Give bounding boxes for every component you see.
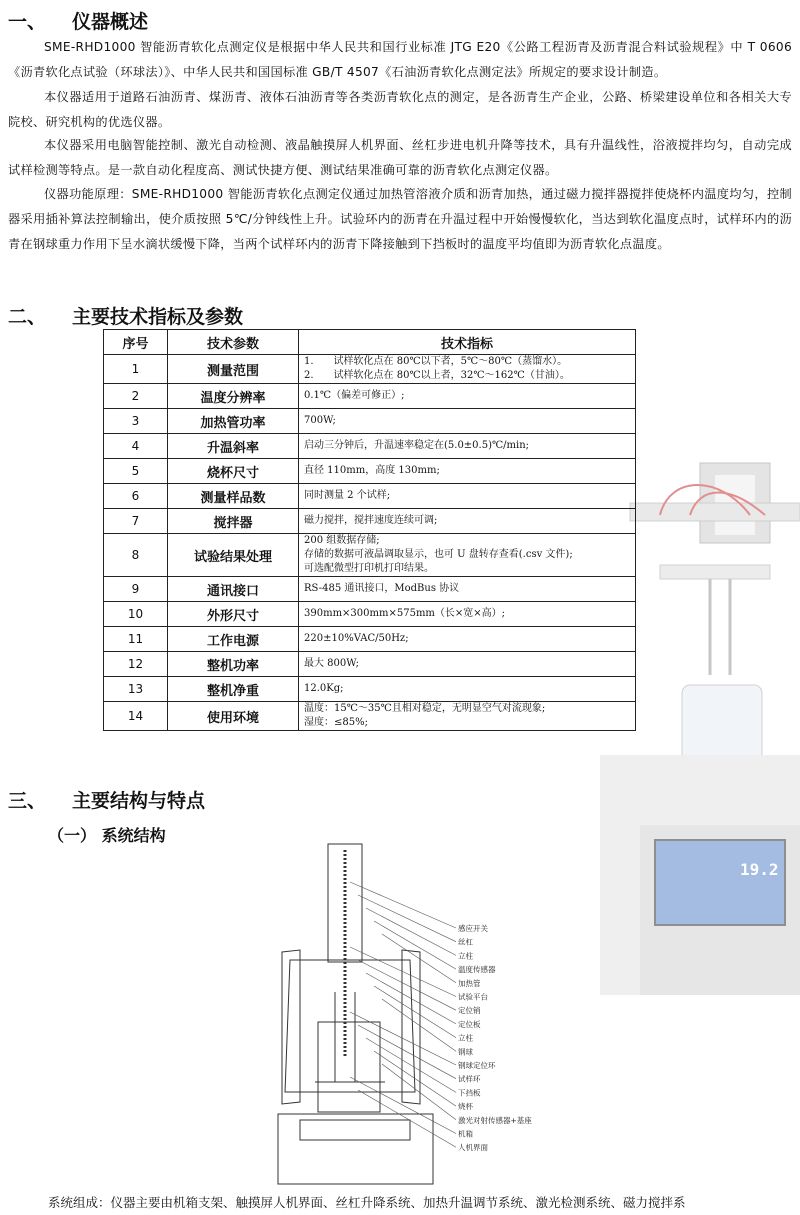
section3-heading <box>8 786 205 813</box>
row-indicator <box>299 677 636 702</box>
indicator-line: RS-485 通讯接口，ModBus 协议 <box>304 583 460 594</box>
spec-table-header <box>104 330 636 355</box>
leader-line <box>358 895 456 942</box>
row-number: 3 <box>104 409 168 434</box>
table-row <box>104 602 636 627</box>
row-number: 11 <box>104 627 168 652</box>
section1-paragraph-3: 本仪器采用电脑智能控制、激光自动检测、液晶触摸屏人机界面、丝杠步进电机升降等技术，具有升温线性，浴液搅拌均匀，自动完成试样检测等特点。是一款自动化程度高、测试快捷方便、测试结果准确可靠的沥青软化点测定仪器。 <box>8 138 792 177</box>
leader-line <box>374 921 456 969</box>
row-indicator <box>299 509 636 534</box>
row-number: 1 <box>104 355 168 384</box>
table-row <box>104 384 636 409</box>
section2-number: 二、 <box>8 306 47 328</box>
row-parameter: 测量范围 <box>168 355 299 384</box>
frame <box>285 960 415 1092</box>
leader-line <box>358 1090 456 1147</box>
indicator-line: 磁力搅拌，搅拌速度连续可调; <box>304 515 438 526</box>
row-number: 5 <box>104 459 168 484</box>
diagram-label: 钢球 <box>458 1047 473 1057</box>
section1-paragraph-4: 仪器功能原理：SME-RHD1000 智能沥青软化点测定仪通过加热管溶液介质和沥青加热，通过磁力搅拌器搅拌使烧杯内温度均匀，控制器采用插补算法控制输出，使介质按照 5℃/分钟线性上升。试验环内的沥青在升温过程中开始慢慢软化，当达到软化温度点时，试样环内的沥青在钢球重力作用下呈水滴状缓慢下降，当两个试样环内的沥青下降接触到下挡板时的温度平均值即为沥青软化点温度。 <box>8 187 792 251</box>
row-parameter: 工作电源 <box>168 627 299 652</box>
indicator-line: 0.1℃（偏差可修正）; <box>304 390 405 401</box>
diagram-label: 激光对射传感器+基座 <box>458 1115 532 1125</box>
table-row <box>104 652 636 677</box>
row-indicator <box>299 384 636 409</box>
table-row <box>104 534 636 577</box>
diagram-label: 温度传感器 <box>458 965 496 975</box>
row-parameter: 烧杯尺寸 <box>168 459 299 484</box>
section1-title: 仪器概述 <box>72 11 149 33</box>
indicator-line: 220±10%VAC/50Hz; <box>304 633 409 644</box>
header-no: 序号 <box>104 330 168 355</box>
diagram-label: 试验平台 <box>458 992 488 1002</box>
row-parameter: 加热管功率 <box>168 409 299 434</box>
table-row <box>104 459 636 484</box>
indicator-line: 最大 800W; <box>304 658 360 669</box>
diagram-label: 立柱 <box>458 1033 473 1043</box>
hmi <box>300 1120 410 1140</box>
diagram-label: 试样环 <box>458 1074 481 1084</box>
row-number: 12 <box>104 652 168 677</box>
indicator-line: 2. 试样软化点在 80℃以上者，32℃～162℃（甘油）。 <box>304 370 570 381</box>
table-row <box>104 434 636 459</box>
row-indicator <box>299 702 636 731</box>
table-row <box>104 355 636 384</box>
section3-number: 三、 <box>8 790 47 812</box>
row-parameter: 通讯接口 <box>168 577 299 602</box>
table-row <box>104 627 636 652</box>
table-row <box>104 509 636 534</box>
indicator-line: 湿度：≤85%; <box>304 717 368 728</box>
leader-line <box>350 947 456 997</box>
footer-text: 系统组成：仪器主要由机箱支架、触摸屏人机界面、丝杠升降系统、加热升温调节系统、激光检测系统、磁力搅拌系 <box>48 1195 686 1210</box>
row-indicator <box>299 459 636 484</box>
table-row <box>104 677 636 702</box>
row-number: 7 <box>104 509 168 534</box>
table-row <box>104 409 636 434</box>
indicator-line: 700W; <box>304 415 336 426</box>
row-parameter: 测量样品数 <box>168 484 299 509</box>
diagram-label: 烧杯 <box>458 1102 473 1112</box>
section1-heading <box>8 7 148 34</box>
diagram-label: 感应开关 <box>458 924 488 933</box>
row-parameter: 外形尺寸 <box>168 602 299 627</box>
header-param: 技术参数 <box>168 330 299 355</box>
row-number: 10 <box>104 602 168 627</box>
leader-line <box>382 999 456 1051</box>
row-parameter: 使用环境 <box>168 702 299 731</box>
row-indicator <box>299 602 636 627</box>
beaker <box>318 1022 380 1112</box>
subsection-title: 系统结构 <box>101 826 166 845</box>
diagram-label: 定位板 <box>458 1019 481 1029</box>
indicator-line: 同时测量 2 个试样; <box>304 490 391 501</box>
row-indicator <box>299 484 636 509</box>
section3-title: 主要结构与特点 <box>72 790 206 812</box>
leader-line <box>350 882 456 928</box>
left-spring <box>282 950 300 1104</box>
diagram-label: 下挡板 <box>458 1088 481 1098</box>
leader-line <box>350 1012 456 1065</box>
indicator-line: 1. 试样软化点在 80℃以下者，5℃～80℃（蒸馏水）。 <box>304 356 568 367</box>
diagram-label: 钢球定位环 <box>458 1061 496 1070</box>
subsection-number: （一） <box>48 826 97 845</box>
leader-line <box>366 908 456 955</box>
diagram-label: 定位销 <box>458 1006 481 1016</box>
row-indicator <box>299 355 636 384</box>
diagram-label: 加热管 <box>458 978 481 988</box>
row-number: 8 <box>104 534 168 577</box>
indicator-line: 直径 110mm，高度 130mm; <box>304 465 440 476</box>
row-parameter: 整机功率 <box>168 652 299 677</box>
indicator-line: 存储的数据可液晶调取显示，也可 U 盘转存查看(.csv 文件); <box>304 549 573 560</box>
row-number: 2 <box>104 384 168 409</box>
leader-line <box>350 1077 456 1134</box>
row-parameter: 温度分辨率 <box>168 384 299 409</box>
diagram-label: 人机界面 <box>458 1143 488 1153</box>
row-indicator <box>299 627 636 652</box>
row-indicator <box>299 409 636 434</box>
table-row <box>104 577 636 602</box>
indicator-line: 温度：15℃～35℃且相对稳定，无明显空气对流现象; <box>304 703 546 714</box>
structure-diagram <box>260 842 532 1192</box>
screen-reading: 19.2 <box>740 860 779 879</box>
row-number: 14 <box>104 702 168 731</box>
row-number: 13 <box>104 677 168 702</box>
row-number: 9 <box>104 577 168 602</box>
row-parameter: 搅拌器 <box>168 509 299 534</box>
indicator-line: 12.0Kg; <box>304 683 344 694</box>
leader-line <box>374 1051 456 1106</box>
leader-line <box>358 1025 456 1079</box>
section1-paragraph-2: 本仪器适用于道路石油沥青、煤沥青、液体石油沥青等各类沥青软化点的测定，是各沥青生产企业，公路、桥梁建设单位和各相关大专院校、研究机构的优选仪器。 <box>8 90 792 129</box>
diagram-label: 立柱 <box>458 951 473 961</box>
row-parameter: 试验结果处理 <box>168 534 299 577</box>
header-indicator: 技术指标 <box>299 330 636 355</box>
diagram-label: 丝杠 <box>458 937 473 947</box>
row-indicator <box>299 534 636 577</box>
row-indicator <box>299 652 636 677</box>
spec-table <box>103 329 636 731</box>
table-row <box>104 484 636 509</box>
section2-heading <box>8 302 243 329</box>
indicator-line: 可选配微型打印机打印结果。 <box>304 563 434 574</box>
indicator-line: 启动三分钟后，升温速率稳定在(5.0±0.5)℃/min; <box>304 440 530 451</box>
leader-line <box>382 934 456 983</box>
section1-number: 一、 <box>8 11 47 33</box>
row-indicator <box>299 577 636 602</box>
row-indicator <box>299 434 636 459</box>
row-parameter: 升温斜率 <box>168 434 299 459</box>
diagram-label: 机箱 <box>458 1129 473 1139</box>
subsection-heading <box>48 823 166 846</box>
indicator-line: 200 组数据存储; <box>304 535 380 546</box>
indicator-line: 390mm×300mm×575mm（长×宽×高）; <box>304 608 506 619</box>
row-number: 4 <box>104 434 168 459</box>
section2-title: 主要技术指标及参数 <box>72 306 244 328</box>
row-number: 6 <box>104 484 168 509</box>
leader-line <box>358 960 456 1010</box>
section1-paragraph-1: SME-RHD1000 智能沥青软化点测定仪是根据中华人民共和国行业标准 JTG E20《公路工程沥青及沥青混合料试验规程》中 T 0606《沥青软化点试验（环球法）》、中华人民共和国国标准 GB/T 4507《石油沥青软化点测定法》所规定的要求设计制造。 <box>8 40 792 79</box>
row-parameter: 整机净重 <box>168 677 299 702</box>
table-row <box>104 702 636 731</box>
